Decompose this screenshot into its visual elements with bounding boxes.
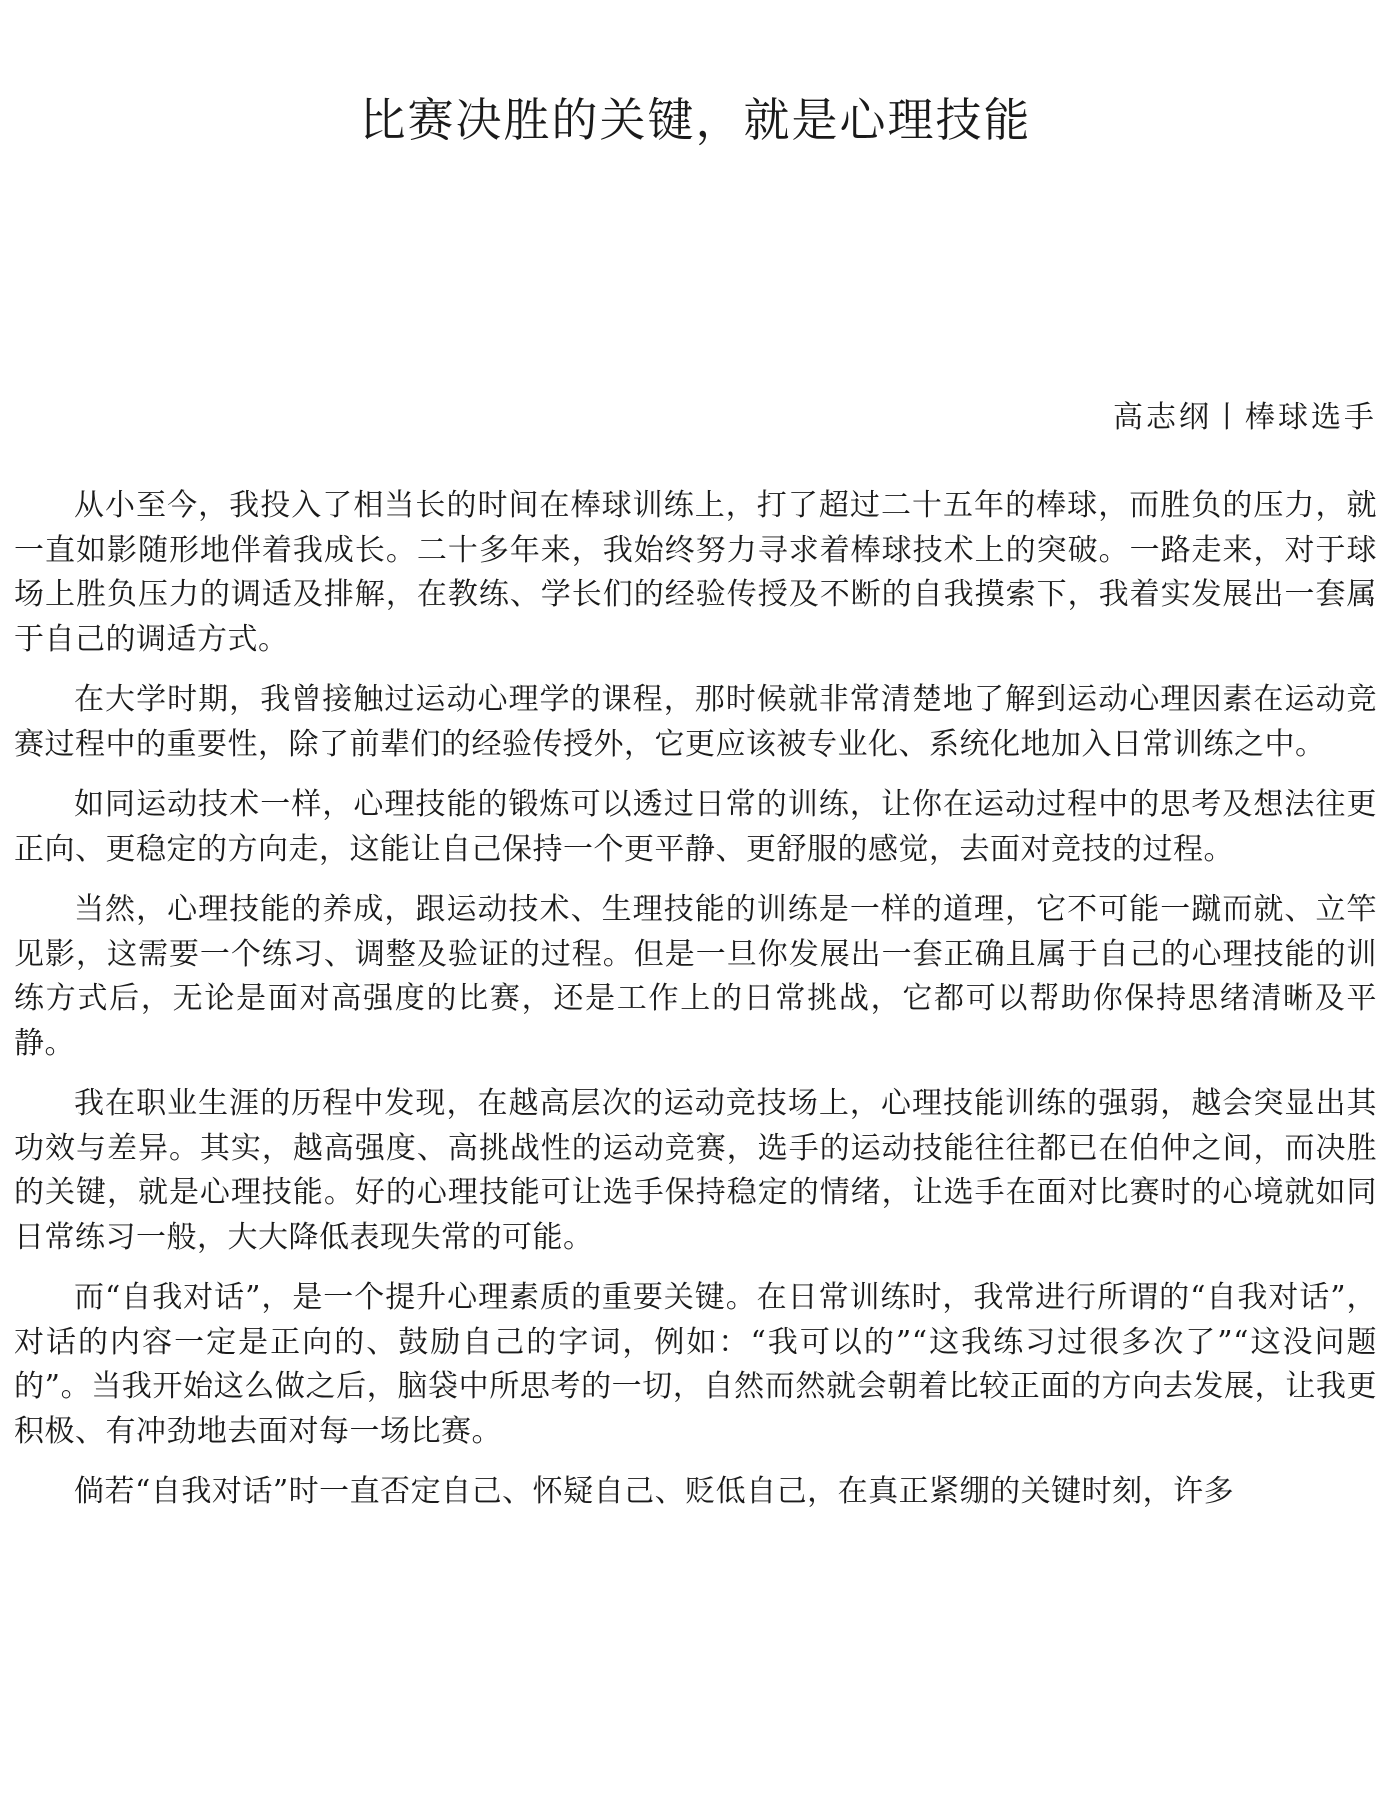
paragraph-3: 如同运动技术一样，心理技能的锻炼可以透过日常的训练，让你在运动过程中的思考及想法往更正向、更稳定的方向走，这能让自己保持一个更平静、更舒服的感觉，去面对竞技的过程。 — [14, 787, 1377, 867]
paragraph-4: 当然，心理技能的养成，跟运动技术、生理技能的训练是一样的道理，它不可能一蹴而就、立竿见影，这需要一个练习、调整及验证的过程。但是一旦你发展出一套正确且属于自己的心理技能的训练方式后，无论是面对高强度的比赛，还是工作上的日常挑战，它都可以帮助你保持思绪清晰及平静。 — [14, 892, 1377, 1061]
paragraph-2: 在大学时期，我曾接触过运动心理学的课程，那时候就非常清楚地了解到运动心理因素在运动竞赛过程中的重要性，除了前辈们的经验传授外，它更应该被专业化、系统化地加入日常训练之中。 — [14, 682, 1377, 762]
author-byline: 高志纲丨棒球选手 — [1113, 400, 1377, 435]
paragraph-7: 倘若“自我对话”时一直否定自己、怀疑自己、贬低自己，在真正紧绷的关键时刻，许多 — [74, 1474, 1235, 1509]
paragraph-6: 而“自我对话”，是一个提升心理素质的重要关键。在日常训练时，我常进行所谓的“自我对话”，对话的内容一定是正向的、鼓励自己的字词，例如：“我可以的”“这我练习过很多次了”“这没问题的”。当我开始这么做之后，脑袋中所思考的一切，自然而然就会朝着比较正面的方向去发展，让我更积极、有冲劲地去面对每一场比赛。 — [14, 1280, 1377, 1449]
article-body — [14, 484, 1377, 1531]
paragraph-1: 从小至今，我投入了相当长的时间在棒球训练上，打了超过二十五年的棒球，而胜负的压力，就一直如影随形地伴着我成长。二十多年来，我始终努力寻求着棒球技术上的突破。一路走来，对于球场上胜负压力的调适及排解，在教练、学长们的经验传授及不断的自我摸索下，我着实发展出一套属于自己的调适方式。 — [14, 488, 1377, 657]
paragraph-5: 我在职业生涯的历程中发现，在越高层次的运动竞技场上，心理技能训练的强弱，越会突显出其功效与差异。其实，越高强度、高挑战性的运动竞赛，选手的运动技能往往都已在伯仲之间，而决胜的关键，就是心理技能。好的心理技能可让选手保持稳定的情绪，让选手在面对比赛时的心境就如同日常练习一般，大大降低表现失常的可能。 — [14, 1086, 1377, 1255]
page-title: 比赛决胜的关键，就是心理技能 — [359, 93, 1032, 147]
